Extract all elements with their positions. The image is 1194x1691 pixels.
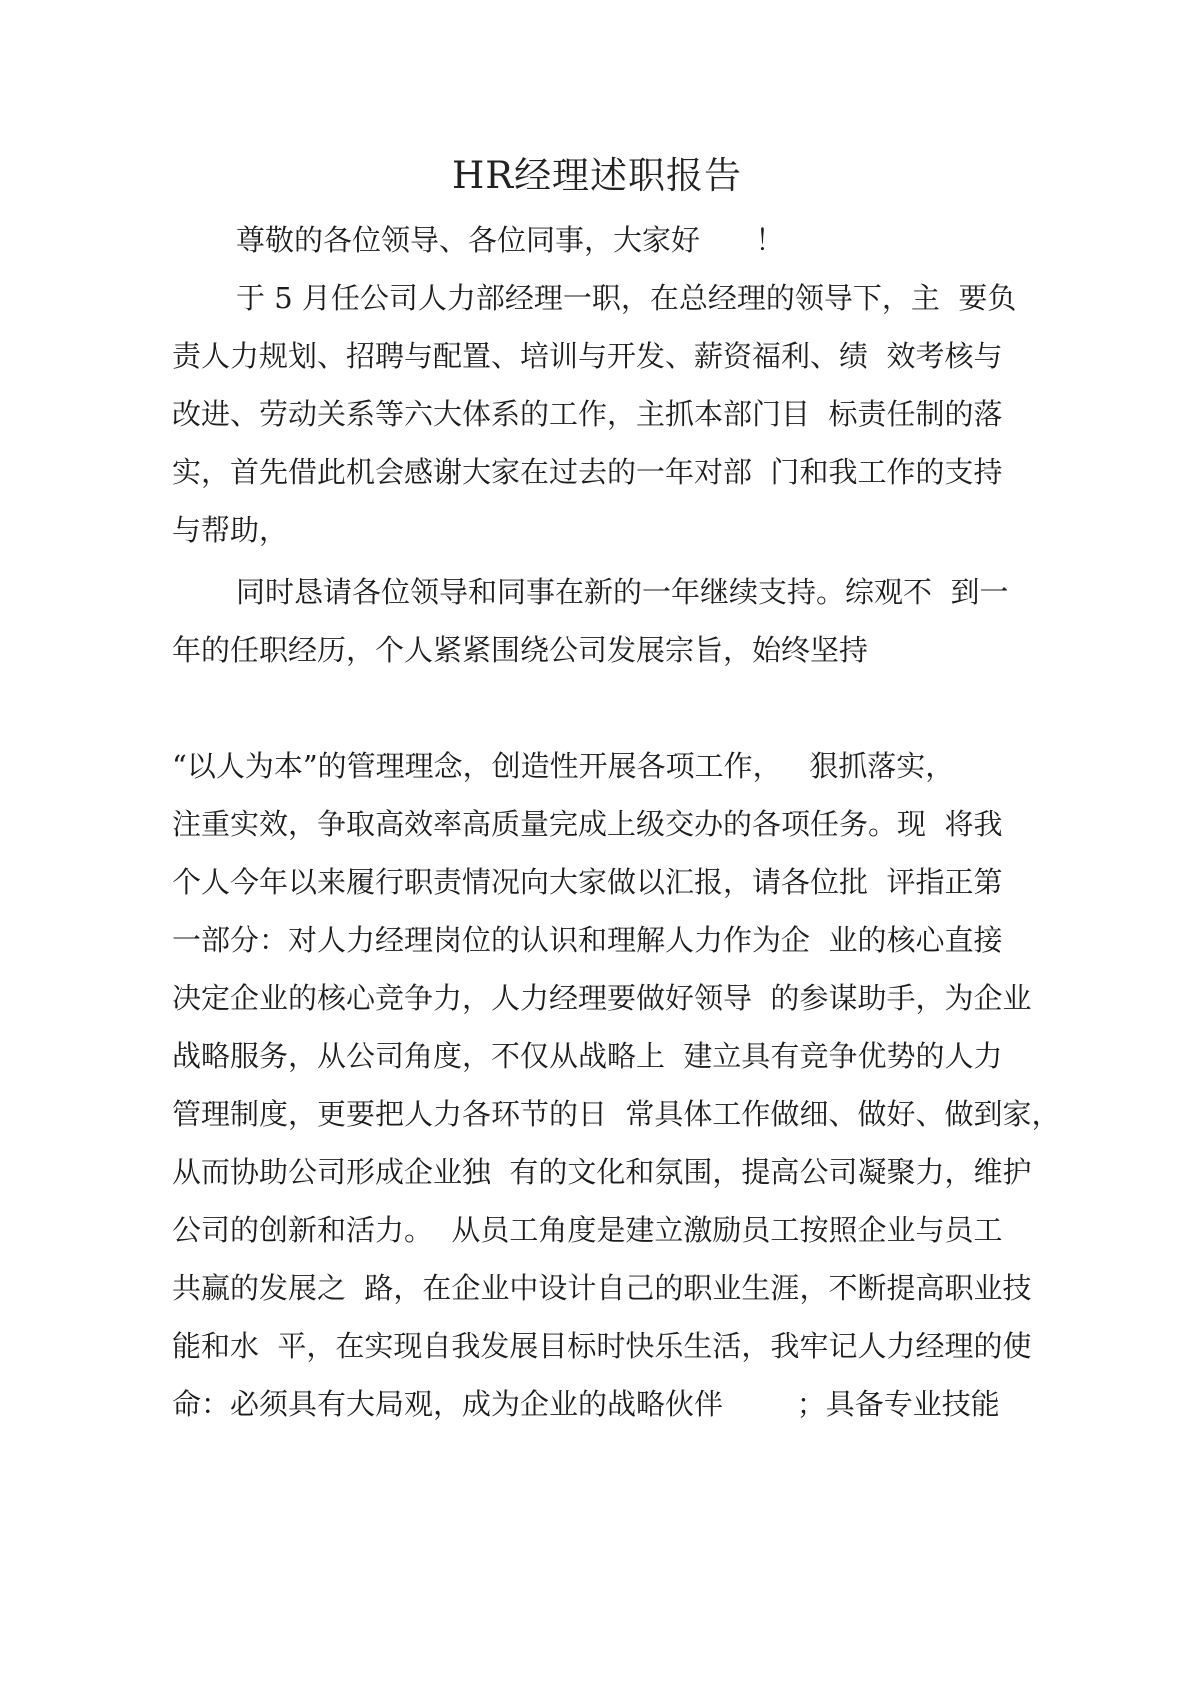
paragraph-line: 尊敬的各位领导、各位同事，大家好 ！	[236, 223, 785, 257]
paragraph-line: 同时恳请各位领导和同事在新的一年继续支持。综观不 到一	[236, 575, 1009, 609]
paragraph-line: 与帮助，	[172, 513, 289, 547]
paragraph-line: 管理制度，更要把人力各环节的日 常具体工作做细、做好、做到家，	[172, 1097, 1061, 1131]
paragraph-line: 从而协助公司形成企业独 有的文化和氛围，提高公司凝聚力，维护	[172, 1155, 1032, 1189]
paragraph-line: 战略服务，从公司角度，不仅从战略上 建立具有竞争优势的人力	[172, 1039, 1003, 1073]
paragraph-line: 于 5 月任公司人力部经理一职，在总经理的领导下，主 要负	[236, 281, 1017, 315]
paragraph-line: 命：必须具有大局观，成为企业的战略伙伴 ；具备专业技能	[172, 1387, 1000, 1421]
paragraph-line: 公司的创新和活力。 从员工角度是建立激励员工按照企业与员工	[172, 1213, 1003, 1247]
paragraph-line: 决定企业的核心竞争力，人力经理要做好领导 的参谋助手，为企业	[172, 981, 1032, 1015]
paragraph-line: “以人为本”的管理理念，创造性开展各项工作， 狠抓落实，	[172, 749, 955, 783]
paragraph-line: 实，首先借此机会感谢大家在过去的一年对部 门和我工作的支持	[172, 455, 1003, 489]
paragraph-line: 共赢的发展之 路，在企业中设计自己的职业生涯，不断提高职业技	[172, 1271, 1032, 1305]
paragraph-line: 改进、劳动关系等六大体系的工作，主抓本部门目 标责任制的落	[172, 397, 1003, 431]
paragraph-line: 能和水 平，在实现自我发展目标时快乐生活，我牢记人力经理的使	[172, 1329, 1032, 1363]
paragraph-line: 一部分：对人力经理岗位的认识和理解人力作为企 业的核心直接	[172, 923, 1003, 957]
paragraph-line: 年的任职经历，个人紧紧围绕公司发展宗旨，始终坚持	[172, 633, 869, 667]
paragraph-line: 责人力规划、招聘与配置、培训与开发、薪资福利、绩 效考核与	[172, 339, 1003, 373]
paragraph-line: 个人今年以来履行职责情况向大家做以汇报，请各位批 评指正第	[172, 865, 1003, 899]
document-title: HR经理述职报告	[451, 154, 743, 197]
paragraph-line: 注重实效，争取高效率高质量完成上级交办的各项任务。现 将我	[172, 807, 1003, 841]
